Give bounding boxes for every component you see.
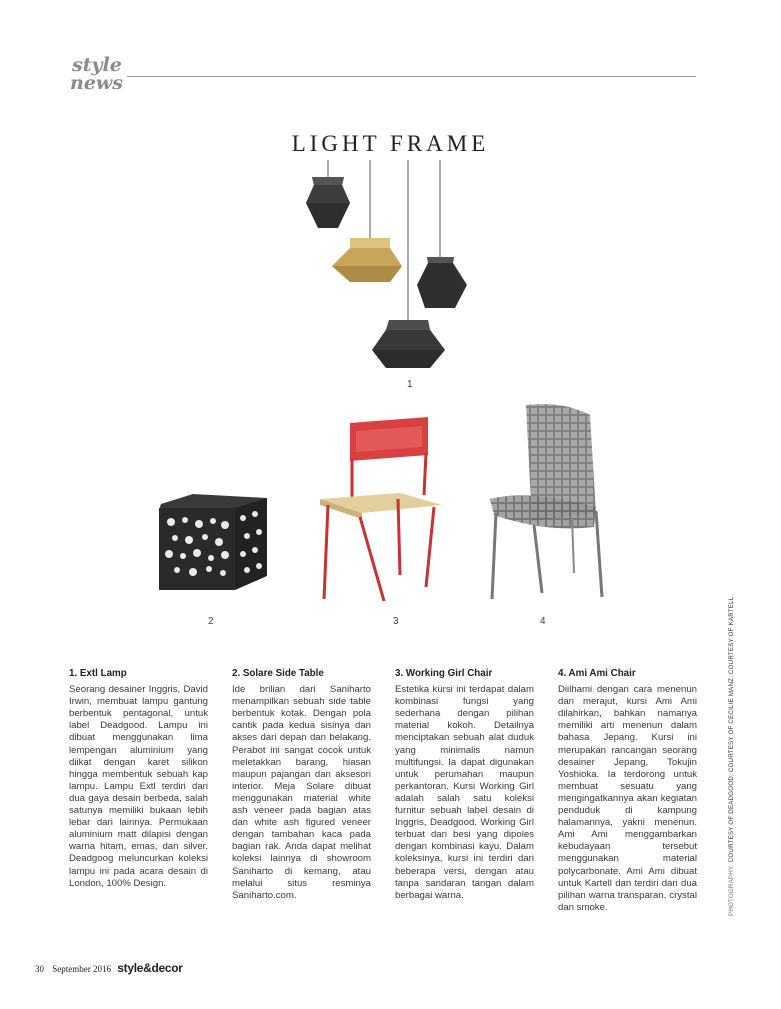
page-number: 30 <box>35 964 44 974</box>
article-body: Seorang desainer Inggris, David Irwin, membuat lampu gantung berbentuk pentagonal, untuk label Deadgood. Lampu ini dibuat menggunakan lima lempengan aluminium yang diikat dengan karet silikon hingga membentuk sebuah kap lampu. Lampu Extl terdiri dari dua gaya desain berbeda, salah satunya memiliki bukaan lebih lebar dari lainnya. Permukaan aluminium matt dilapisi dengan warna hitam, emas, dan silver. Deadgoog meluncurkan koleksi lampu ini pada acara desain di London, 100% Design. <box>69 684 208 889</box>
article-heading: 4. Ami Ami Chair <box>558 668 636 679</box>
article-heading: 3. Working Girl Chair <box>395 668 493 679</box>
article-extl-lamp <box>69 668 208 890</box>
article-ami-ami-chair <box>558 668 697 914</box>
header-rule <box>127 76 696 77</box>
credit-label: PHOTOGRAPHY: <box>728 862 735 916</box>
article-body: Estetika kursi ini terdapat dalam kombinasi fungsi yang sederhana dengan pilihan material kokoh. Detailnya menciptakan sebuah alat duduk yang minimalis namun multifungsi. Ia dapat digunakan untuk perumahan maupun perkantoran. Kursi Working Girl adalah salah satu koleksi furnitur sebuah label desain di Inggris, Deadgood. Working Girl terbuat dari besi yang dipoles dengan kombinasi kayu. Dalam koleksinya, kursi ini terdiri dari beberapa versi, dengan atau tanpa sandaran tangan dalam berbagai warna. <box>395 684 534 901</box>
figure-number-4: 4 <box>540 616 546 627</box>
brand-line-style: style <box>72 54 122 76</box>
figure-number-1: 1 <box>407 379 413 390</box>
section-brand <box>70 56 123 92</box>
issue-date: September 2016 <box>52 964 111 974</box>
article-heading: 2. Solare Side Table <box>232 668 324 679</box>
figure-number-2: 2 <box>208 616 214 627</box>
page-title: LIGHT FRAME <box>291 131 490 156</box>
page-footer <box>35 961 183 975</box>
article-body: Diilhami dengan cara menenun dan merajut, kursi Ami Ami dilahirkan, bahkan namanya memiliki arti menenun dalam bahasa Jepang. Kursi ini merupakan rancangan seorang desainer Jepang, Tokujin Yoshioka. Ia terdorong untuk membuat sesuatu yang mengingatkannya akan kegiatan penduduk di kampung halamannya, yakni menenun. Ami Ami menggambarkan kebudayaan tersebut menggunakan material polycarbonate. Ami Ami dibuat untuk Kartell dan terdiri dari dua pilihan warna transparan, crystal dan smoke. <box>558 684 697 913</box>
pendant-lamps-image <box>290 160 490 375</box>
ami-ami-chair-image <box>486 403 610 603</box>
working-girl-chair-image <box>316 415 446 605</box>
article-solare-side-table <box>232 668 371 902</box>
article-heading: 1. Extl Lamp <box>69 668 127 679</box>
side-table-image <box>155 492 271 594</box>
article-body: Ide brilian dari Saniharto menampilkan sebuah side table berbentuk kotak. Dengan pola cantik pada kedua sisinya dan akses dari depan dan belakang. Perabot ini sangat cocok untuk meletakkan barang, hiasan maupun pajangan dan aksesori interior. Meja Solare dibuat menggunakan material white ash veneer pada bagian atas dan white ash figured veneer dengan tambahan kaca pada bagian rak. Anda dapat melihat koleksi lainnya di showroom Saniharto di kemang, atau melalui situs resminya Saniharto.com. <box>232 684 371 901</box>
article-working-girl-chair <box>395 668 534 902</box>
magazine-logo: style&decor <box>117 961 183 975</box>
credit-text: COURTESY OF DEADGOOD; COURTESY OF CECILIE MANZ; COURTESY OF KARTELL <box>728 596 735 863</box>
photo-credit <box>728 597 735 916</box>
figure-number-3: 3 <box>393 616 399 627</box>
brand-line-news: news <box>70 72 123 94</box>
